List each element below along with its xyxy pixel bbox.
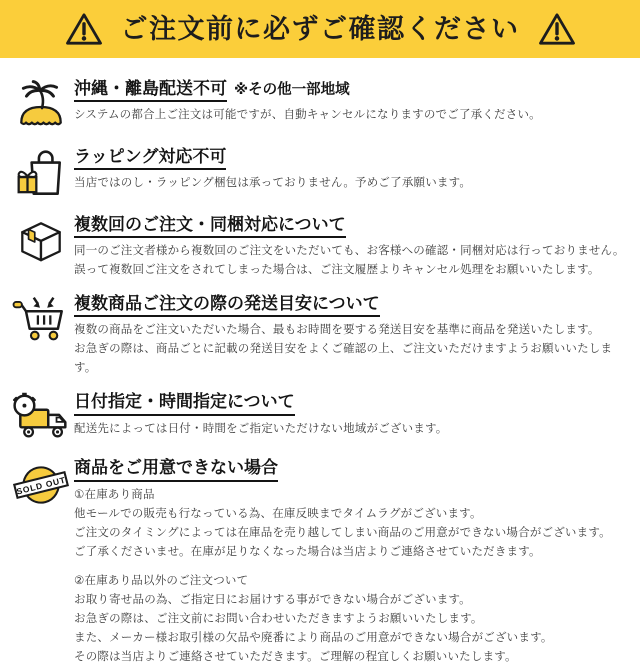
section-body-spacer: [74, 561, 630, 572]
section-title: 日付指定・時間指定について: [74, 391, 630, 415]
confirm-banner: [0, 0, 640, 58]
sold-out-label: SOLD OUT: [15, 474, 67, 497]
section-body-line: 複数の商品をご注文いただいた場合、最もお時間を要する発送目安を基準に商品を発送いたします。: [74, 324, 600, 337]
section-shipping-estimate: [8, 293, 630, 378]
notice-list: [0, 58, 640, 667]
section-body-line: ご了承くださいませ。在庫が足りなくなった場合は当店よりご連絡させていただきます。: [74, 545, 541, 558]
sold-out-icon: [8, 457, 74, 512]
section-date-time: [8, 391, 630, 444]
section-okinawa-no-delivery: [8, 78, 630, 133]
section-body-line: 誤って複数回ご注文をされてしまった場合は、ご注文履歴よりキャンセル処理をお願いいたします。: [74, 264, 600, 277]
section-body-line: 配送先によっては日付・時間をご指定いただけない地域がございます。: [74, 422, 448, 435]
section-body-line: お急ぎの際は、ご注文前にお問い合わせいただきますようお願いいたします。: [74, 613, 483, 626]
shopping-cart-icon: [8, 293, 74, 346]
section-title: 商品をご用意できない場合: [74, 457, 630, 481]
delivery-truck-icon: [8, 391, 74, 444]
section-body-line: システムの都合上ご注文は可能ですが、自動キャンセルになりますのでご了承ください。: [74, 109, 541, 122]
section-body-line: ②在庫あり品以外のご注文ついて: [74, 575, 249, 588]
section-title: ラッピング対応不可: [74, 146, 630, 170]
section-title: 複数回のご注文・同梱対応について: [74, 214, 630, 238]
section-title: 沖縄・離島配送不可 ※その他一部地域: [74, 78, 630, 102]
package-box-icon: [8, 214, 74, 269]
section-no-wrapping: [8, 146, 630, 201]
section-sold-out: [8, 457, 630, 667]
section-body-line: 他モールでの販売も行なっている為、在庫反映までタイムラグがございます。: [74, 507, 482, 520]
section-body-line: 同一のご注文者様から複数回のご注文をいただいても、お客様への確認・同梱対応は行っておりません。: [74, 245, 625, 258]
section-multiple-orders: [8, 214, 630, 280]
section-body-line: また、メーカー様お取引様の欠品や廃番により商品のご用意ができない場合がございます。: [74, 632, 553, 645]
island-icon: [8, 78, 74, 133]
section-body-line: その際は当店よりご連絡させていただきます。ご理解の程宜しくお願いいたします。: [74, 651, 517, 664]
section-body-line: ①在庫あり商品: [74, 488, 155, 501]
section-body-line: お取り寄せ品の為、ご指定日にお届けする事ができない場合がございます。: [74, 594, 471, 607]
warning-triangle-icon: [538, 12, 576, 46]
section-title: 複数商品ご注文の際の発送目安について: [74, 293, 630, 317]
gift-bag-icon: [8, 146, 74, 201]
section-title-note: ※その他一部地域: [234, 82, 350, 98]
section-body-line: 当店ではのし・ラッピング梱包は承っておりません。予めご了承願います。: [74, 177, 472, 190]
section-body-line: お急ぎの際は、商品ごとに記載の発送目安をよくご確認の上、ご注文いただけますようお願いいたします。: [74, 343, 613, 375]
banner-title: ご注文前に必ずご確認ください: [120, 13, 520, 44]
section-body-line: ご注文のタイミングによっては在庫品を売り越してしまい商品のご用意ができない場合がございます。: [74, 526, 611, 539]
warning-triangle-icon: [65, 12, 103, 46]
